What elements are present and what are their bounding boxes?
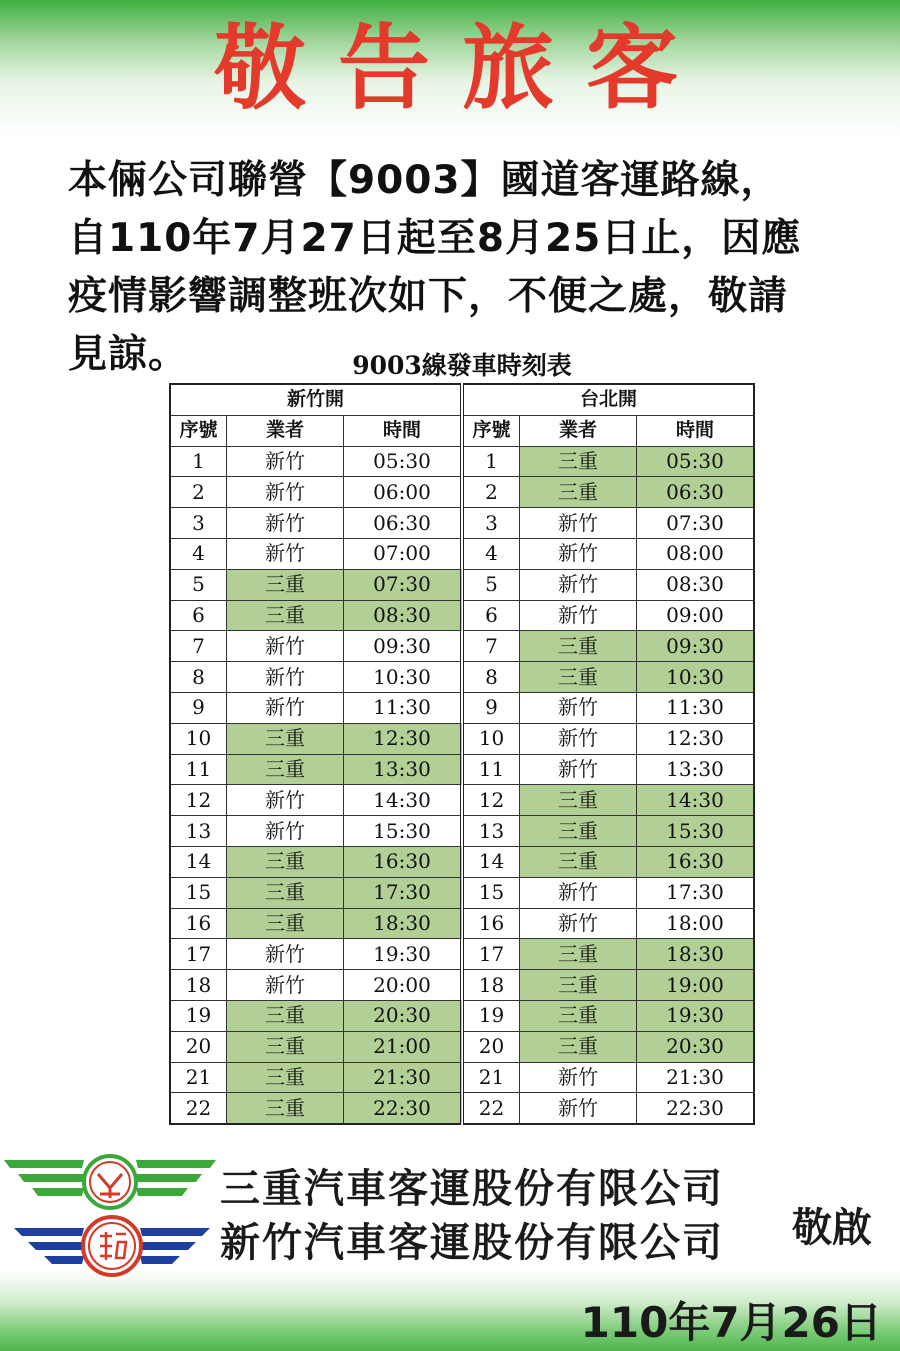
- cell-operator: 新竹: [520, 538, 637, 569]
- table-row: [170, 477, 754, 508]
- cell-operator: 三重: [520, 477, 637, 508]
- cell-time: 16:30: [637, 846, 755, 877]
- table-row: [170, 508, 754, 539]
- cell-operator: 新竹: [520, 877, 637, 908]
- col-header-time: 時間: [344, 415, 463, 446]
- cell-seq: 14: [170, 846, 227, 877]
- cell-seq: 21: [462, 1062, 520, 1093]
- cell-operator: 三重: [520, 785, 637, 816]
- cell-time: 09:00: [637, 600, 755, 631]
- cell-operator: 三重: [520, 970, 637, 1001]
- cell-time: 20:30: [344, 1000, 463, 1031]
- cell-time: 09:30: [344, 631, 463, 662]
- cell-time: 06:00: [344, 477, 463, 508]
- table-row: [170, 692, 754, 723]
- table-row: [170, 939, 754, 970]
- cell-time: 20:00: [344, 970, 463, 1001]
- cell-operator: 新竹: [227, 538, 344, 569]
- cell-seq: 2: [170, 477, 227, 508]
- cell-time: 12:30: [344, 723, 463, 754]
- cell-seq: 9: [170, 692, 227, 723]
- table-row: [170, 908, 754, 939]
- cell-operator: 新竹: [227, 816, 344, 847]
- cell-operator: 新竹: [520, 723, 637, 754]
- cell-seq: 22: [462, 1093, 520, 1124]
- cell-seq: 10: [462, 723, 520, 754]
- table-row: [170, 600, 754, 631]
- cell-seq: 5: [462, 569, 520, 600]
- cell-seq: 20: [170, 1031, 227, 1062]
- cell-time: 15:30: [344, 816, 463, 847]
- cell-operator: 新竹: [227, 446, 344, 477]
- cell-operator: 新竹: [520, 569, 637, 600]
- cell-operator: 新竹: [520, 692, 637, 723]
- cell-operator: 新竹: [520, 1093, 637, 1124]
- cell-operator: 新竹: [227, 939, 344, 970]
- cell-time: 16:30: [344, 846, 463, 877]
- announcement-line: 本倆公司聯營【9003】國道客運路線，: [68, 158, 781, 203]
- cell-seq: 13: [462, 816, 520, 847]
- cell-time: 18:30: [637, 939, 755, 970]
- cell-seq: 11: [462, 754, 520, 785]
- respectfully-signoff: 敬啟: [792, 1205, 872, 1251]
- cell-operator: 新竹: [520, 754, 637, 785]
- cell-operator: 三重: [520, 816, 637, 847]
- company-name-hsinchu: 新竹汽車客運股份有限公司: [220, 1220, 724, 1266]
- cell-seq: 11: [170, 754, 227, 785]
- cell-time: 21:30: [344, 1062, 463, 1093]
- col-header-time: 時間: [637, 415, 755, 446]
- cell-operator: 新竹: [227, 477, 344, 508]
- cell-time: 13:30: [344, 754, 463, 785]
- cell-time: 18:30: [344, 908, 463, 939]
- cell-time: 14:30: [637, 785, 755, 816]
- table-row: [170, 723, 754, 754]
- cell-operator: 三重: [520, 446, 637, 477]
- cell-seq: 16: [462, 908, 520, 939]
- cell-operator: 新竹: [227, 692, 344, 723]
- cell-time: 07:00: [344, 538, 463, 569]
- announcement-line: 自110年7月27日起至8月25日止，因應: [68, 216, 802, 261]
- timetable-title: 9003線發車時刻表: [352, 351, 572, 380]
- cell-seq: 17: [462, 939, 520, 970]
- table-row: [170, 785, 754, 816]
- cell-seq: 14: [462, 846, 520, 877]
- cell-seq: 18: [462, 970, 520, 1001]
- cell-time: 05:30: [637, 446, 755, 477]
- cell-operator: 三重: [227, 1093, 344, 1124]
- cell-time: 08:30: [344, 600, 463, 631]
- col-header-seq: 序號: [170, 415, 227, 446]
- cell-time: 13:30: [637, 754, 755, 785]
- cell-operator: 新竹: [520, 508, 637, 539]
- cell-seq: 12: [462, 785, 520, 816]
- notice-title: 敬告旅客: [213, 15, 710, 122]
- cell-time: 05:30: [344, 446, 463, 477]
- cell-time: 09:30: [637, 631, 755, 662]
- cell-time: 21:00: [344, 1031, 463, 1062]
- table-row: [170, 631, 754, 662]
- cell-seq: 4: [462, 538, 520, 569]
- cell-time: 08:00: [637, 538, 755, 569]
- cell-operator: 三重: [520, 631, 637, 662]
- cell-time: 19:00: [637, 970, 755, 1001]
- cell-time: 06:30: [344, 508, 463, 539]
- cell-seq: 19: [170, 1000, 227, 1031]
- col-header-operator: 業者: [520, 415, 637, 446]
- cell-time: 22:30: [344, 1093, 463, 1124]
- cell-operator: 三重: [227, 600, 344, 631]
- sanchong-wing-logo-icon: [4, 1154, 216, 1216]
- cell-time: 07:30: [637, 508, 755, 539]
- cell-time: 11:30: [344, 692, 463, 723]
- cell-seq: 6: [170, 600, 227, 631]
- cell-seq: 4: [170, 538, 227, 569]
- cell-operator: 三重: [227, 569, 344, 600]
- cell-time: 15:30: [637, 816, 755, 847]
- cell-operator: 三重: [520, 1000, 637, 1031]
- issue-date: 110年7月26日: [580, 1298, 882, 1347]
- table-row: [170, 662, 754, 693]
- table-row: [170, 1031, 754, 1062]
- cell-time: 10:30: [344, 662, 463, 693]
- cell-seq: 17: [170, 939, 227, 970]
- cell-seq: 8: [170, 662, 227, 693]
- cell-operator: 三重: [227, 877, 344, 908]
- cell-seq: 21: [170, 1062, 227, 1093]
- cell-seq: 3: [462, 508, 520, 539]
- cell-time: 07:30: [344, 569, 463, 600]
- cell-operator: 新竹: [227, 662, 344, 693]
- announcement-line: 疫情影響調整班次如下，不便之處，敬請: [68, 274, 789, 319]
- cell-operator: 三重: [520, 939, 637, 970]
- company-names: [220, 1162, 724, 1270]
- cell-operator: 新竹: [520, 908, 637, 939]
- table-row: [170, 538, 754, 569]
- cell-time: 12:30: [637, 723, 755, 754]
- cell-operator: 三重: [227, 846, 344, 877]
- cell-time: 21:30: [637, 1062, 755, 1093]
- group-header-taipei: 台北開: [462, 384, 754, 415]
- cell-seq: 19: [462, 1000, 520, 1031]
- cell-seq: 7: [170, 631, 227, 662]
- cell-seq: 1: [462, 446, 520, 477]
- cell-seq: 10: [170, 723, 227, 754]
- cell-seq: 5: [170, 569, 227, 600]
- cell-seq: 6: [462, 600, 520, 631]
- cell-operator: 新竹: [227, 508, 344, 539]
- cell-time: 08:30: [637, 569, 755, 600]
- table-row: [170, 569, 754, 600]
- cell-seq: 20: [462, 1031, 520, 1062]
- cell-time: 19:30: [344, 939, 463, 970]
- cell-operator: 三重: [227, 908, 344, 939]
- group-header-hsinchu: 新竹開: [170, 384, 462, 415]
- table-row: [170, 1093, 754, 1124]
- hsinchu-wing-logo-icon: [14, 1214, 210, 1278]
- cell-seq: 8: [462, 662, 520, 693]
- cell-seq: 1: [170, 446, 227, 477]
- cell-operator: 新竹: [520, 1062, 637, 1093]
- cell-time: 11:30: [637, 692, 755, 723]
- table-row: [170, 754, 754, 785]
- cell-operator: 新竹: [227, 785, 344, 816]
- cell-time: 19:30: [637, 1000, 755, 1031]
- cell-operator: 三重: [227, 1031, 344, 1062]
- cell-seq: 16: [170, 908, 227, 939]
- table-row: [170, 846, 754, 877]
- cell-operator: 三重: [227, 1062, 344, 1093]
- table-row: [170, 970, 754, 1001]
- cell-seq: 13: [170, 816, 227, 847]
- cell-time: 10:30: [637, 662, 755, 693]
- cell-operator: 三重: [227, 754, 344, 785]
- timetable: [169, 383, 755, 1125]
- cell-operator: 三重: [227, 723, 344, 754]
- cell-operator: 三重: [520, 1031, 637, 1062]
- cell-seq: 3: [170, 508, 227, 539]
- cell-time: 22:30: [637, 1093, 755, 1124]
- cell-time: 17:30: [637, 877, 755, 908]
- cell-seq: 18: [170, 970, 227, 1001]
- timetable-body: [170, 446, 754, 1124]
- cell-time: 20:30: [637, 1031, 755, 1062]
- cell-seq: 15: [170, 877, 227, 908]
- cell-seq: 15: [462, 877, 520, 908]
- cell-operator: 新竹: [520, 600, 637, 631]
- cell-seq: 7: [462, 631, 520, 662]
- col-header-operator: 業者: [227, 415, 344, 446]
- cell-operator: 新竹: [227, 970, 344, 1001]
- table-row: [170, 1000, 754, 1031]
- cell-time: 06:30: [637, 477, 755, 508]
- cell-operator: 三重: [227, 1000, 344, 1031]
- company-name-sanchong: 三重汽車客運股份有限公司: [220, 1166, 724, 1212]
- table-row: [170, 816, 754, 847]
- cell-operator: 新竹: [227, 631, 344, 662]
- cell-time: 18:00: [637, 908, 755, 939]
- cell-seq: 2: [462, 477, 520, 508]
- table-row: [170, 1062, 754, 1093]
- cell-seq: 12: [170, 785, 227, 816]
- col-header-seq: 序號: [462, 415, 520, 446]
- cell-operator: 三重: [520, 662, 637, 693]
- table-row: [170, 877, 754, 908]
- cell-seq: 22: [170, 1093, 227, 1124]
- cell-time: 17:30: [344, 877, 463, 908]
- announcement-line: 見諒。: [68, 332, 189, 377]
- cell-time: 14:30: [344, 785, 463, 816]
- table-row: [170, 446, 754, 477]
- cell-operator: 三重: [520, 846, 637, 877]
- cell-seq: 9: [462, 692, 520, 723]
